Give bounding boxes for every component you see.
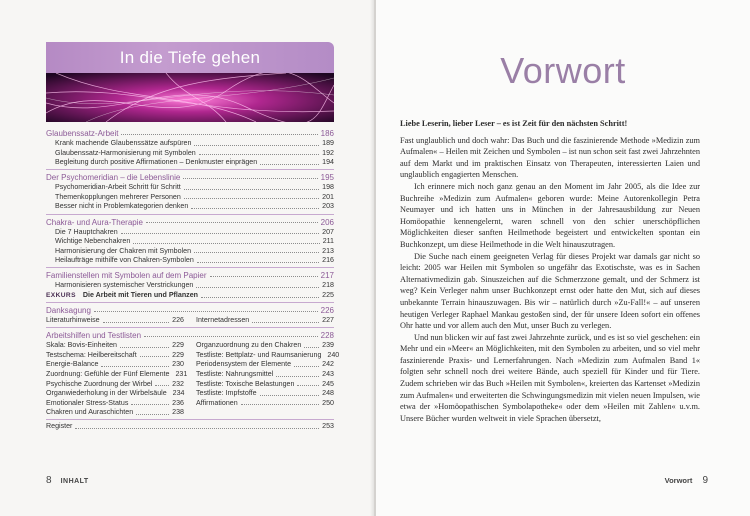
toc-entry[interactable] [46, 247, 334, 257]
toc-title: Affirmationen [196, 398, 238, 407]
toc-title: Testschema: Heilbereitschaft [46, 350, 137, 359]
toc-section [46, 128, 334, 170]
greeting: Liebe Leserin, lieber Leser – es ist Zeit für den nächsten Schritt! [400, 119, 628, 128]
toc-title: Testliste: Impfstoffe [196, 389, 257, 398]
toc-entry[interactable] [46, 399, 184, 409]
toc-entry[interactable] [46, 370, 188, 380]
toc-page: 238 [172, 408, 184, 417]
toc-entry[interactable] [46, 360, 184, 370]
page-number: 9 [702, 475, 708, 486]
toc-page: 228 [320, 331, 334, 341]
toc-title: Register [46, 422, 73, 431]
toc-page: 230 [172, 360, 184, 369]
toc-title: Der Psychomeridian – die Lebenslinie [46, 173, 181, 183]
toc-title: Themenkopplungen mehrerer Personen [55, 192, 181, 201]
toc-title: Danksagung [46, 306, 91, 316]
toc-entry[interactable] [46, 158, 334, 168]
toc-title: Heilaufträge mithilfe von Chakren-Symbolen [55, 256, 194, 265]
toc-page: 203 [322, 202, 334, 211]
right-page [376, 0, 750, 516]
toc-title: Organzuordnung zu den Chakren [196, 341, 302, 350]
toc-entry[interactable] [46, 408, 184, 418]
toc-page: 229 [172, 341, 184, 350]
section-divider [46, 214, 334, 215]
toc-page: 236 [172, 398, 184, 407]
toc-page: 232 [172, 379, 184, 388]
toc-title: Zuordnung: Gefühle der Fünf Elemente [46, 370, 170, 378]
toc-section [46, 305, 334, 328]
toc-page: 243 [322, 370, 334, 378]
toc-title: Literaturhinweise [46, 316, 100, 325]
toc-banner [46, 42, 334, 122]
toc-entry[interactable] [46, 351, 184, 361]
toc-title: Harmonisierung der Chakren mit Symbolen [55, 246, 192, 255]
toc-title: Testliste: Bettplatz- und Raumsanierung [196, 350, 322, 359]
toc-entry[interactable] [46, 330, 334, 341]
toc-title: Internetadressen [196, 316, 250, 325]
toc-section [46, 330, 340, 420]
toc-page: 216 [322, 256, 334, 265]
toc-entry[interactable] [196, 389, 334, 399]
toc-page: 225 [322, 291, 334, 300]
toc-title: Glaubenssatz-Harmonisierung mit Symbolen [55, 148, 196, 157]
chapter-title: Vorwort [500, 50, 626, 91]
toc-entry[interactable] [46, 341, 184, 351]
toc-entry[interactable] [46, 149, 334, 159]
toc-page: 211 [322, 237, 334, 246]
toc-title: Psychomeridian-Arbeit Schritt für Schritt [55, 183, 181, 192]
toc-page: 189 [322, 139, 334, 147]
banner-title: In die Tiefe gehen [119, 48, 261, 67]
toc-page: 226 [320, 306, 334, 316]
toc-entry[interactable] [46, 237, 334, 247]
toc-page: 231 [175, 370, 188, 378]
toc-title: Krank machende Glaubenssätze aufspüren [55, 139, 192, 147]
toc-page: 217 [320, 271, 334, 281]
toc-page: 227 [322, 316, 334, 325]
toc-page: 194 [322, 158, 334, 167]
toc-title: Skala: Bovis-Einheiten [46, 341, 117, 350]
toc-entry[interactable] [46, 172, 334, 183]
toc-entry[interactable] [46, 270, 334, 281]
toc-page: 201 [322, 192, 334, 201]
toc-section [46, 217, 334, 269]
foreword-body [400, 118, 700, 424]
toc-entry[interactable] [196, 350, 340, 361]
toc-section [46, 172, 334, 214]
paragraph: Fast unglaublich und doch wahr: Das Buch und die faszinierende Methode »Medizin zum Aufmalen« – Heilen mit Zeichen und Symbolen – ist nun schon seit fast zwei Jahrzehnten auf dem Markt und im praktischen Einsatz von Therapeuten, interessierten Laien und unglaublich engagierten Menschen. [400, 135, 700, 180]
toc-entry[interactable] [46, 305, 334, 316]
toc-entry[interactable] [46, 183, 334, 193]
toc-title: Energie-Balance [46, 360, 99, 369]
toc-title: Arbeitshilfen und Testlisten [46, 331, 142, 341]
toc-page: 245 [322, 379, 334, 388]
toc-entry[interactable] [196, 380, 334, 390]
toc-page: 239 [322, 341, 334, 350]
toc-page: 229 [172, 350, 184, 359]
toc-title: Testliste: Nahrungsmittel [196, 370, 274, 378]
paragraph: Die Suche nach einem geeigneten Verlag für dieses Projekt war damals gar nicht so leicht: 2005 war Heilen mit Symbolen so ungefähr das Exotischste, was es in Sachen Alternativmedizin gab. Sinuszeichen auf die Schmerzzone gemalt, und der Schmerz ist weg? Kein Verleger nahm unser Buchkonzept ernst oder hatte den Mut, sich auf dieses unbekannte Terrain hinauszuwagen. Bis wir – natürlich durch »Zu-Fall!« – auf unseren heutigen Verleger Raphael Mankau gestoßen sind, der für unsere Ideen sofort ein offenes Ohr hatte und vor allem auch den Mut, unser Buch zu verlegen. [400, 251, 700, 331]
toc-entry[interactable] [196, 360, 334, 370]
toc-entry[interactable] [196, 316, 334, 326]
toc-title: Periodensystem der Elemente [196, 360, 292, 369]
toc-entry[interactable] [46, 217, 334, 228]
toc-page: 234 [172, 389, 185, 398]
toc-entry[interactable] [46, 128, 334, 139]
section-divider [46, 327, 334, 328]
toc-title: Wichtige Nebenchakren [55, 237, 131, 246]
page-number: 8 [46, 475, 52, 486]
toc-entry[interactable] [46, 380, 184, 390]
toc-section [46, 270, 334, 303]
toc-page: 226 [172, 316, 184, 325]
left-page [0, 0, 374, 516]
table-of-contents [46, 128, 340, 432]
paragraph: Und nun blicken wir auf fast zwei Jahrzehnte zurück, und es ist so viel geschehen: ein Mehr und ein »Meer« an Möglichkeiten, mit den Symbolen zu arbeiten, und so viel mehr faszinierende Praxis- und Lernerfahrungen. Nach »Medizin zum Aufmalen Band 1« folgten sehr schnell noch drei weitere Bände, auch speziell für Kinder und für Tiere. Zudem schrieben wir das Buch »Heilen mit Symbolen«, kreierten das Kartenset »Medizin zum Aufmalen« und erweiterten die Schwingungsmedizin mit vielen neuen Impulsen, wie etwa der »Homöopathischen Symbolapotheke« oder dem »Heilen mit Zahlen« u.v.m. Unsere Bücher wurden weltweit in viele Sprachen übersetzt, [400, 332, 700, 423]
toc-entry[interactable] [46, 202, 334, 212]
toc-page: 250 [322, 398, 334, 407]
toc-page: 195 [320, 173, 334, 183]
toc-page: 253 [322, 422, 334, 431]
toc-entry[interactable] [196, 399, 334, 409]
toc-title: Die Arbeit mit Tieren und Pflanzen [82, 291, 198, 300]
toc-entry[interactable] [46, 193, 334, 203]
toc-entry[interactable] [196, 370, 334, 380]
running-footer-label: INHALT [60, 478, 89, 485]
toc-entry[interactable] [46, 389, 184, 399]
toc-entry[interactable] [46, 281, 334, 291]
toc-title: Psychische Zuordnung der Wirbel [46, 379, 153, 388]
toc-entry[interactable] [46, 256, 334, 266]
toc-title: Die 7 Hauptchakren [55, 227, 118, 236]
toc-title: Emotionaler Stress-Status [46, 398, 129, 407]
toc-title: Familienstellen mit Symbolen auf dem Papier [46, 271, 207, 281]
toc-entry[interactable] [46, 228, 334, 238]
page-footer [665, 475, 708, 486]
toc-page: 242 [322, 360, 334, 369]
paragraph: Ich erinnere mich noch ganz genau an den Moment im Jahr 2005, als die Idee zur Buchreihe »Medizin zum Aufmalen« geboren wurde: Meine Autorenkollegin Petra Neumayer und ich hatten uns in München in der Jahresausbildung zur Neuen Homöopathie kennengelernt, waren schnell von den schier unerschöpflichen Möglichkeiten dieser sanften Heilmethode begeistert und entwickelten spontan ein Buchkonzept, um diese Heilmethode in die Welt hinauszutragen. [400, 181, 700, 249]
running-footer-label: Vorwort [664, 476, 693, 485]
toc-page: 240 [327, 350, 340, 359]
toc-title: Glaubenssatz-Arbeit [46, 129, 119, 138]
section-divider [46, 302, 334, 303]
toc-two-column [46, 341, 340, 418]
toc-page: 206 [320, 217, 334, 227]
toc-title: Chakra- und Aura-Therapie [46, 217, 143, 227]
toc-page: 248 [322, 389, 334, 398]
toc-title: Begleitung durch positive Affirmationen – Denkmuster einprägen [55, 158, 258, 167]
toc-title: Chakren und Auraschichten [46, 408, 134, 417]
toc-page: 198 [322, 183, 334, 192]
toc-page: 207 [322, 227, 334, 236]
toc-title: Testliste: Toxische Belastungen [196, 379, 295, 388]
abstract-light-image [46, 73, 334, 122]
toc-entry[interactable] [46, 316, 184, 326]
toc-entry[interactable] [46, 422, 334, 432]
page-footer [46, 475, 89, 486]
toc-entry[interactable] [46, 139, 334, 149]
toc-title: Besser nicht in Problemkategorien denken [55, 202, 189, 211]
toc-entry[interactable] [196, 341, 334, 351]
toc-title: Organwiederholung in der Wirbelsäule [46, 389, 167, 398]
toc-page: 192 [322, 148, 334, 157]
section-divider [46, 169, 334, 170]
section-divider [46, 419, 334, 420]
toc-page: 186 [320, 129, 334, 138]
exkurs-label: EXKURS [46, 292, 76, 300]
toc-title: Harmonisieren systemischer Verstrickungen [55, 281, 194, 290]
toc-page: 213 [322, 246, 334, 255]
toc-entry-exkurs[interactable] [46, 291, 334, 301]
section-divider [46, 267, 334, 268]
toc-two-column [46, 316, 334, 326]
toc-page: 218 [322, 281, 334, 290]
